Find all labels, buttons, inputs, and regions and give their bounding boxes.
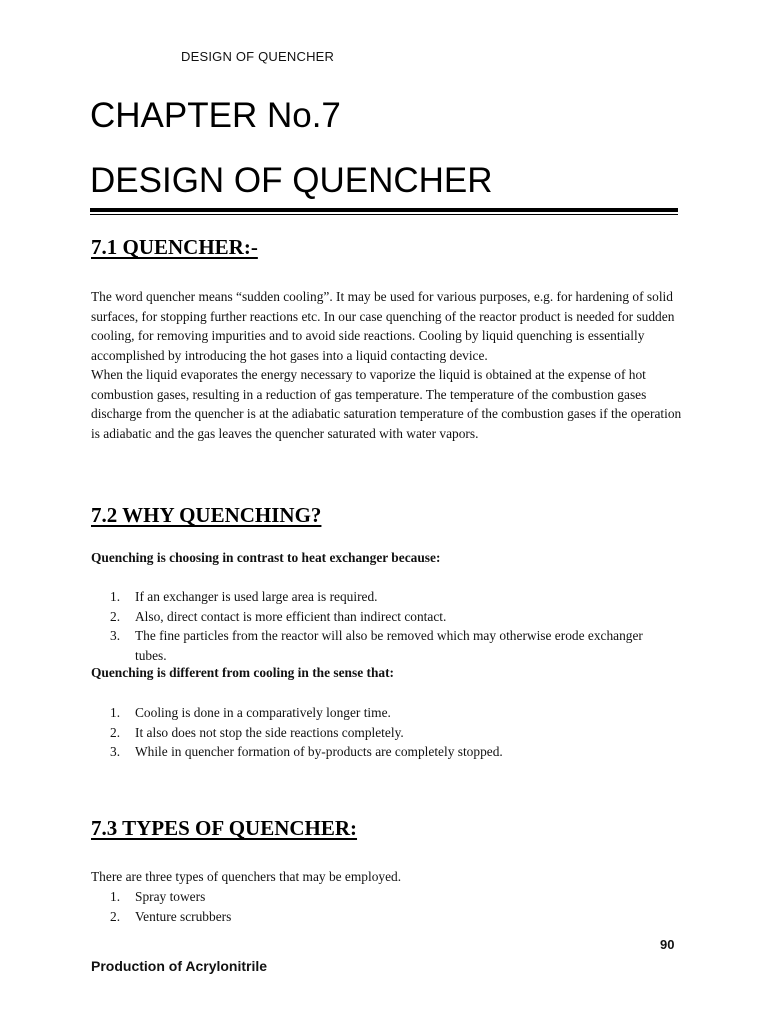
section-heading-7-3: 7.3 TYPES OF QUENCHER: (91, 816, 358, 840)
list-item (110, 607, 670, 627)
cooling-difference-list (110, 703, 670, 762)
list-item (110, 703, 670, 723)
list-item (110, 587, 670, 607)
list-item-text: Also, direct contact is more efficient than indirect contact. (135, 608, 447, 624)
chapter-number: CHAPTER No.7 (90, 96, 341, 135)
list-number: 1. (110, 889, 121, 904)
list-item-text: Venture scrubbers (135, 908, 232, 924)
list-number: 2. (110, 724, 121, 740)
list-item (110, 626, 670, 665)
quencher-types-list (110, 887, 670, 926)
list-item (110, 907, 670, 927)
list-item-text: If an exchanger is used large area is required. (135, 589, 378, 604)
section-heading-7-2: 7.2 WHY QUENCHING? (91, 503, 322, 527)
list-item (110, 887, 670, 907)
list-item-text: It also does not stop the side reactions completely. (135, 724, 404, 740)
running-footer: Production of Acrylonitrile (91, 958, 268, 974)
title-rule-thin (90, 214, 678, 215)
cooling-difference-intro: Quenching is different from cooling in the sense that: (91, 665, 395, 680)
list-number: 2. (110, 908, 121, 924)
list-number: 2. (110, 608, 121, 624)
chapter-title: DESIGN OF QUENCHER (90, 161, 493, 200)
list-item (110, 723, 670, 743)
list-number: 3. (110, 744, 121, 759)
heat-exchanger-reasons-list (110, 587, 670, 665)
list-number: 1. (110, 705, 121, 720)
paragraph-evaporation: When the liquid evaporates the energy necessary to vaporize the liquid is obtained at the expense of hot combustion gases, resulting in a reduction of gas temperature. The temperature of the combustion gases discharge from the quencher is at the adiabatic saturation temperature of the combustion gases if the operation is adiabatic and the gas leaves the quencher saturated with water vapors. (91, 367, 682, 441)
section-heading-7-1: 7.1 QUENCHER:- (91, 235, 258, 259)
types-intro: There are three types of quenchers that may be employed. (91, 869, 402, 884)
running-header: DESIGN OF QUENCHER (181, 49, 335, 64)
paragraph-quencher-definition: The word quencher means “sudden cooling”. It may be used for various purposes, e.g. for hardening of solid surfaces, for stopping further reactions etc. In our case quenching of the reactor product is needed for sudden cooling, for removing impurities and to avoid side reactions. Cooling by liquid quenching is essentially accomplished by introducing the hot gases into a liquid contacting device. (91, 289, 675, 363)
list-item-text: While in quencher formation of by-products are completely stopped. (135, 744, 503, 759)
list-number: 3. (110, 628, 121, 643)
section-7-1-body (91, 287, 691, 443)
list-item-text: Cooling is done in a comparatively longer time. (135, 705, 391, 720)
list-item-text: Spray towers (135, 889, 206, 904)
page-number: 90 (660, 937, 675, 952)
list-item-text: The fine particles from the reactor will also be removed which may otherwise erode exchanger tubes. (135, 628, 643, 663)
title-rule-thick (90, 208, 678, 212)
why-quenching-intro: Quenching is choosing in contrast to heat exchanger because: (91, 550, 441, 565)
list-number: 1. (110, 589, 121, 604)
list-item (110, 742, 670, 762)
